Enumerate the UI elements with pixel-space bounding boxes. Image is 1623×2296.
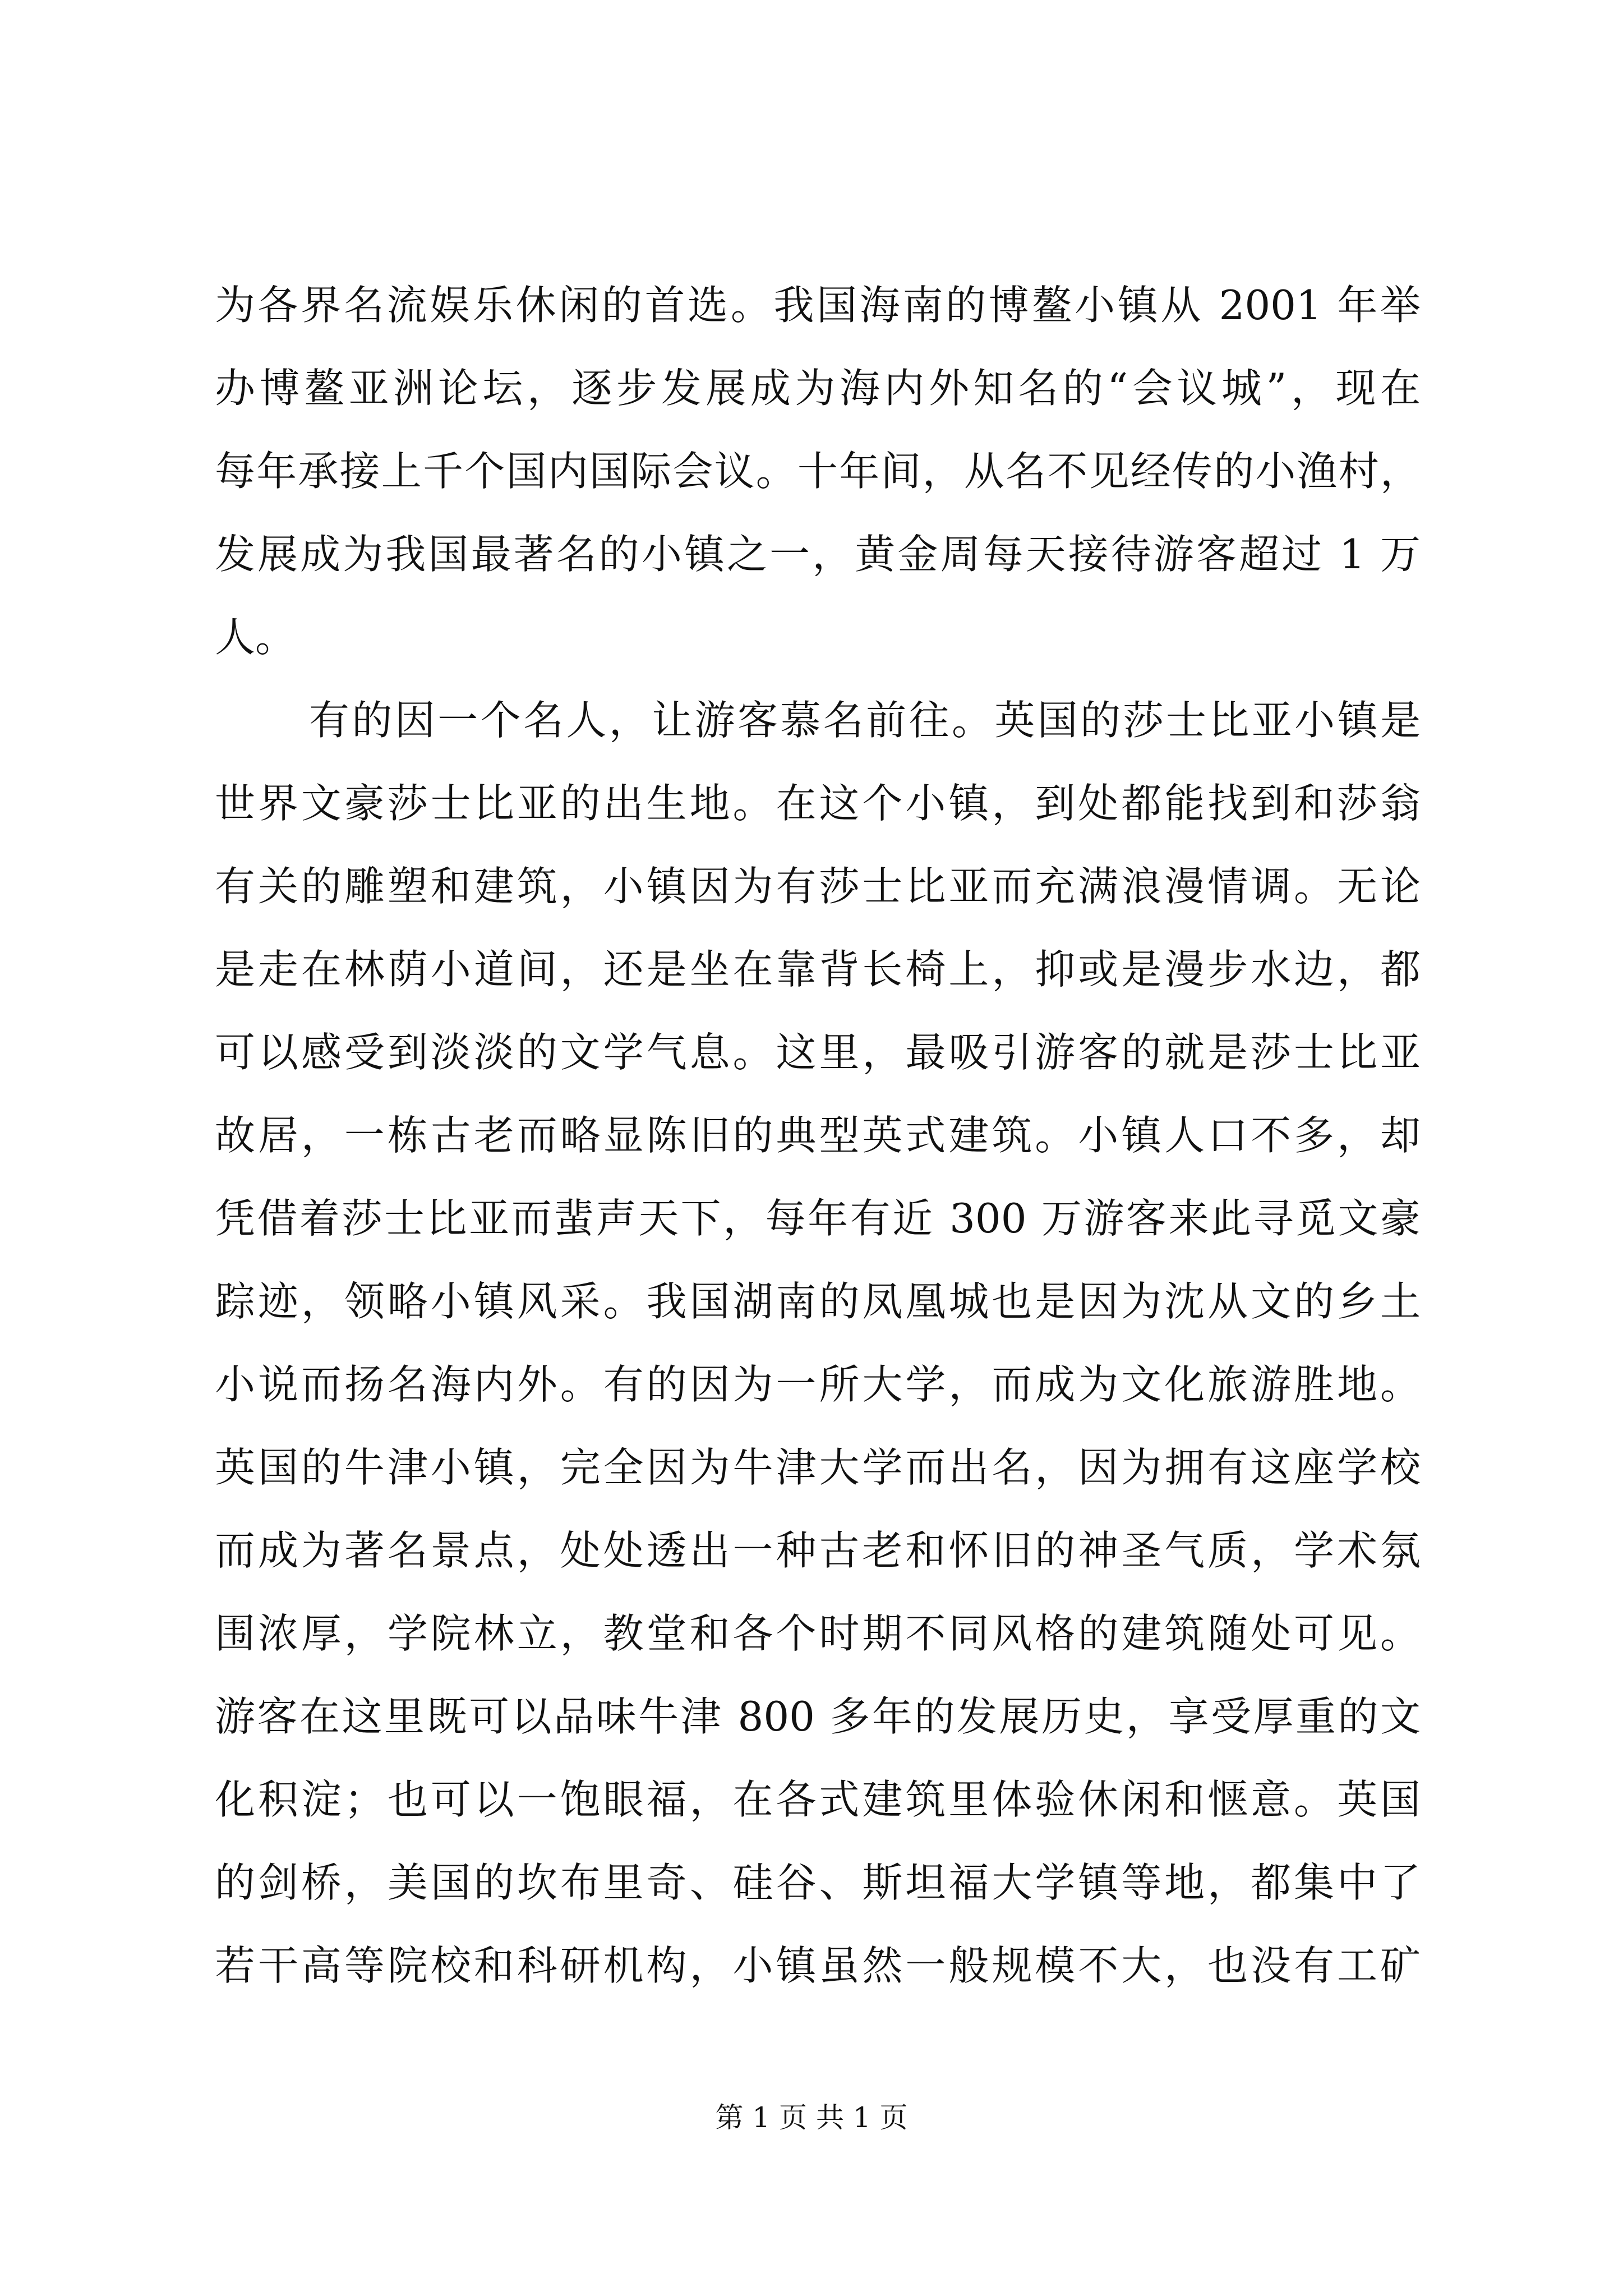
paragraph-1: [215, 264, 1421, 679]
text-line: 围浓厚，学院林立，教堂和各个时期不同风格的建筑随处可见。: [215, 1610, 1421, 1657]
text-line: 英国的牛津小镇，完全因为牛津大学而出名，因为拥有这座学校: [215, 1444, 1421, 1491]
page-footer: 第 1 页 共 1 页: [715, 2101, 908, 2134]
text-line: 世界文豪莎士比亚的出生地。在这个小镇，到处都能找到和莎翁: [215, 780, 1421, 827]
text-line: 办博鳌亚洲论坛，逐步发展成为海内外知名的“会议城”，现在: [215, 365, 1421, 412]
text-line: 而成为著名景点，处处透出一种古老和怀旧的神圣气质，学术氛: [215, 1527, 1421, 1574]
paragraph-2: [215, 679, 1421, 2007]
text-line: 可以感受到淡淡的文学气息。这里，最吸引游客的就是莎士比亚: [215, 1029, 1421, 1076]
text-line: 发展成为我国最著名的小镇之一，黄金周每天接待游客超过 1 万: [215, 531, 1421, 578]
text-line: 踪迹，领略小镇风采。我国湖南的凤凰城也是因为沈从文的乡土: [215, 1278, 1421, 1325]
body-text: [215, 264, 1421, 2007]
text-line: 人。: [215, 614, 296, 661]
text-line: 化积淀；也可以一饱眼福，在各式建筑里体验休闲和惬意。英国: [215, 1776, 1421, 1823]
text-line: 游客在这里既可以品味牛津 800 多年的发展历史，享受厚重的文: [215, 1693, 1421, 1740]
text-line: 有关的雕塑和建筑，小镇因为有莎士比亚而充满浪漫情调。无论: [215, 863, 1421, 910]
text-line: 为各界名流娱乐休闲的首选。我国海南的博鳌小镇从 2001 年举: [215, 282, 1421, 329]
text-line: 有的因一个名人，让游客慕名前往。英国的莎士比亚小镇是: [309, 697, 1421, 744]
text-line: 若干高等院校和科研机构，小镇虽然一般规模不大，也没有工矿: [215, 1942, 1421, 1989]
text-line: 的剑桥，美国的坎布里奇、硅谷、斯坦福大学镇等地，都集中了: [215, 1859, 1421, 1906]
text-line: 是走在林荫小道间，还是坐在靠背长椅上，抑或是漫步水边，都: [215, 946, 1421, 993]
text-line: 故居，一栋古老而略显陈旧的典型英式建筑。小镇人口不多，却: [215, 1112, 1421, 1159]
text-line: 凭借着莎士比亚而蜚声天下，每年有近 300 万游客来此寻觅文豪: [215, 1195, 1421, 1242]
text-line: 每年承接上千个国内国际会议。十年间，从名不见经传的小渔村，: [215, 448, 1421, 495]
text-line: 小说而扬名海内外。有的因为一所大学，而成为文化旅游胜地。: [215, 1361, 1421, 1408]
